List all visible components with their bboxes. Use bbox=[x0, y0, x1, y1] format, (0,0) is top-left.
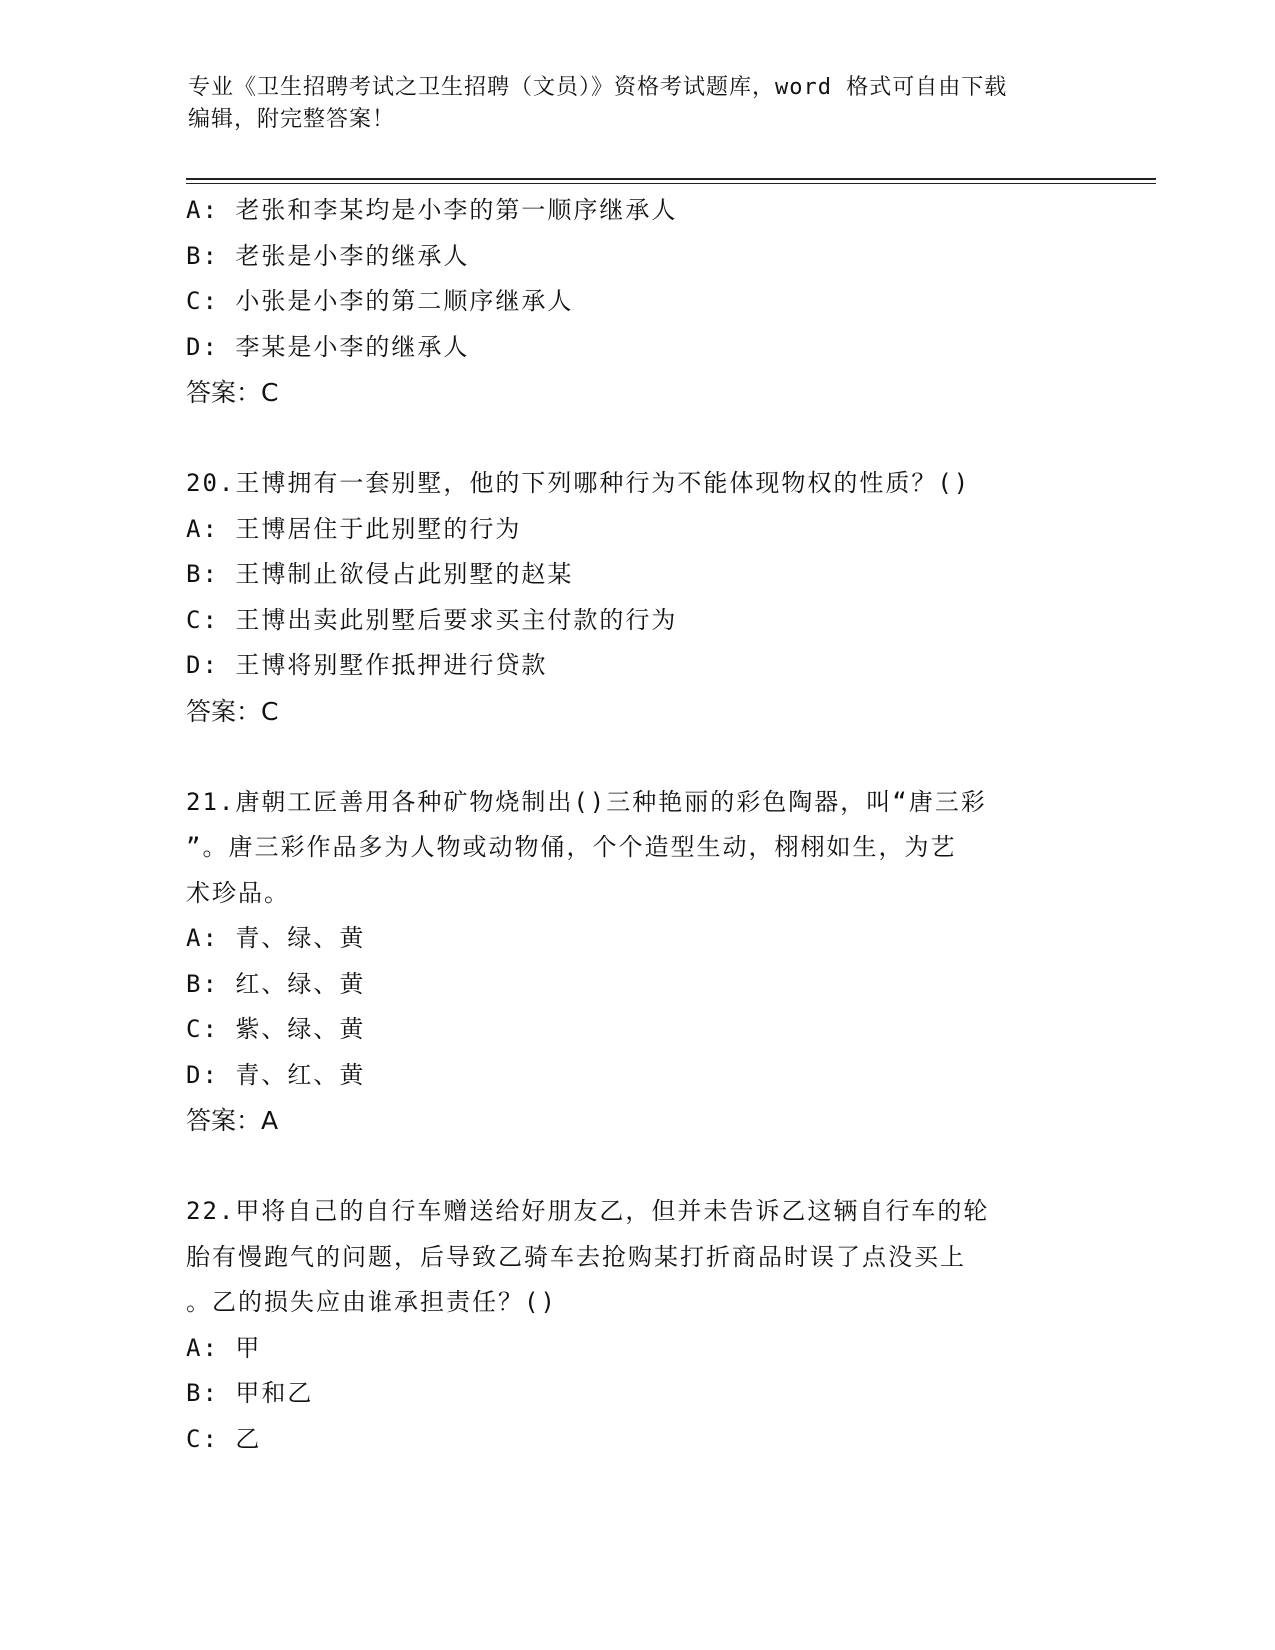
spacer bbox=[186, 1144, 1086, 1190]
question-stem: 21.唐朝工匠善用各种矿物烧制出()三种艳丽的彩色陶器，叫“唐三彩 bbox=[186, 787, 987, 816]
option-d: D: 青、红、黄 bbox=[186, 1060, 366, 1089]
option-d: D: 王博将别墅作抵押进行贷款 bbox=[186, 651, 548, 679]
option-b: B: 红、绿、黄 bbox=[186, 969, 366, 998]
header-divider-thin bbox=[186, 183, 1156, 184]
document-header bbox=[188, 72, 1068, 136]
question-stem: 。乙的损失应由谁承担责任？() bbox=[186, 1288, 557, 1316]
option-b: B: 老张是小李的继承人 bbox=[186, 241, 470, 270]
question-stem: ”。唐三彩作品多为人物或动物俑，个个造型生动，栩栩如生，为艺 bbox=[186, 833, 957, 861]
option-a: A: 老张和李某均是小李的第一顺序继承人 bbox=[186, 196, 678, 224]
question-list bbox=[186, 188, 1086, 1462]
question-19-continued bbox=[186, 188, 1086, 416]
spacer bbox=[186, 416, 1086, 462]
option-c: C: 王博出卖此别墅后要求买主付款的行为 bbox=[186, 605, 678, 634]
option-a: A: 王博居住于此别墅的行为 bbox=[186, 514, 522, 543]
question-21 bbox=[186, 780, 1086, 1144]
option-c: C: 小张是小李的第二顺序继承人 bbox=[186, 287, 574, 315]
question-stem: 20.王博拥有一套别墅，他的下列哪种行为不能体现物权的性质？() bbox=[186, 469, 971, 497]
answer-text: 答案：C bbox=[186, 696, 279, 726]
header-line-2: 编辑，附完整答案！ bbox=[188, 107, 396, 132]
header-divider-thick bbox=[186, 178, 1156, 180]
spacer bbox=[186, 734, 1086, 780]
answer-text: 答案：C bbox=[186, 378, 279, 407]
option-a: A: 青、绿、黄 bbox=[186, 924, 366, 952]
header-line-1: 专业《卫生招聘考试之卫生招聘（文员）》资格考试题库，word 格式可自由下载 bbox=[188, 75, 1008, 100]
option-a: A: 甲 bbox=[186, 1333, 262, 1362]
option-b: B: 王博制止欲侵占此别墅的赵某 bbox=[186, 560, 574, 588]
question-22 bbox=[186, 1189, 1086, 1462]
option-d: D: 李某是小李的继承人 bbox=[186, 332, 470, 361]
question-stem: 术珍品。 bbox=[186, 878, 290, 907]
question-stem: 22.甲将自己的自行车赠送给好朋友乙，但并未告诉乙这辆自行车的轮 bbox=[186, 1197, 990, 1225]
question-20 bbox=[186, 461, 1086, 734]
option-b: B: 甲和乙 bbox=[186, 1379, 314, 1407]
question-stem: 胎有慢跑气的问题，后导致乙骑车去抢购某打折商品时误了点没买上 bbox=[186, 1242, 966, 1271]
option-c: C: 紫、绿、黄 bbox=[186, 1015, 366, 1043]
answer-text: 答案：A bbox=[186, 1106, 279, 1135]
option-c: C: 乙 bbox=[186, 1424, 262, 1453]
